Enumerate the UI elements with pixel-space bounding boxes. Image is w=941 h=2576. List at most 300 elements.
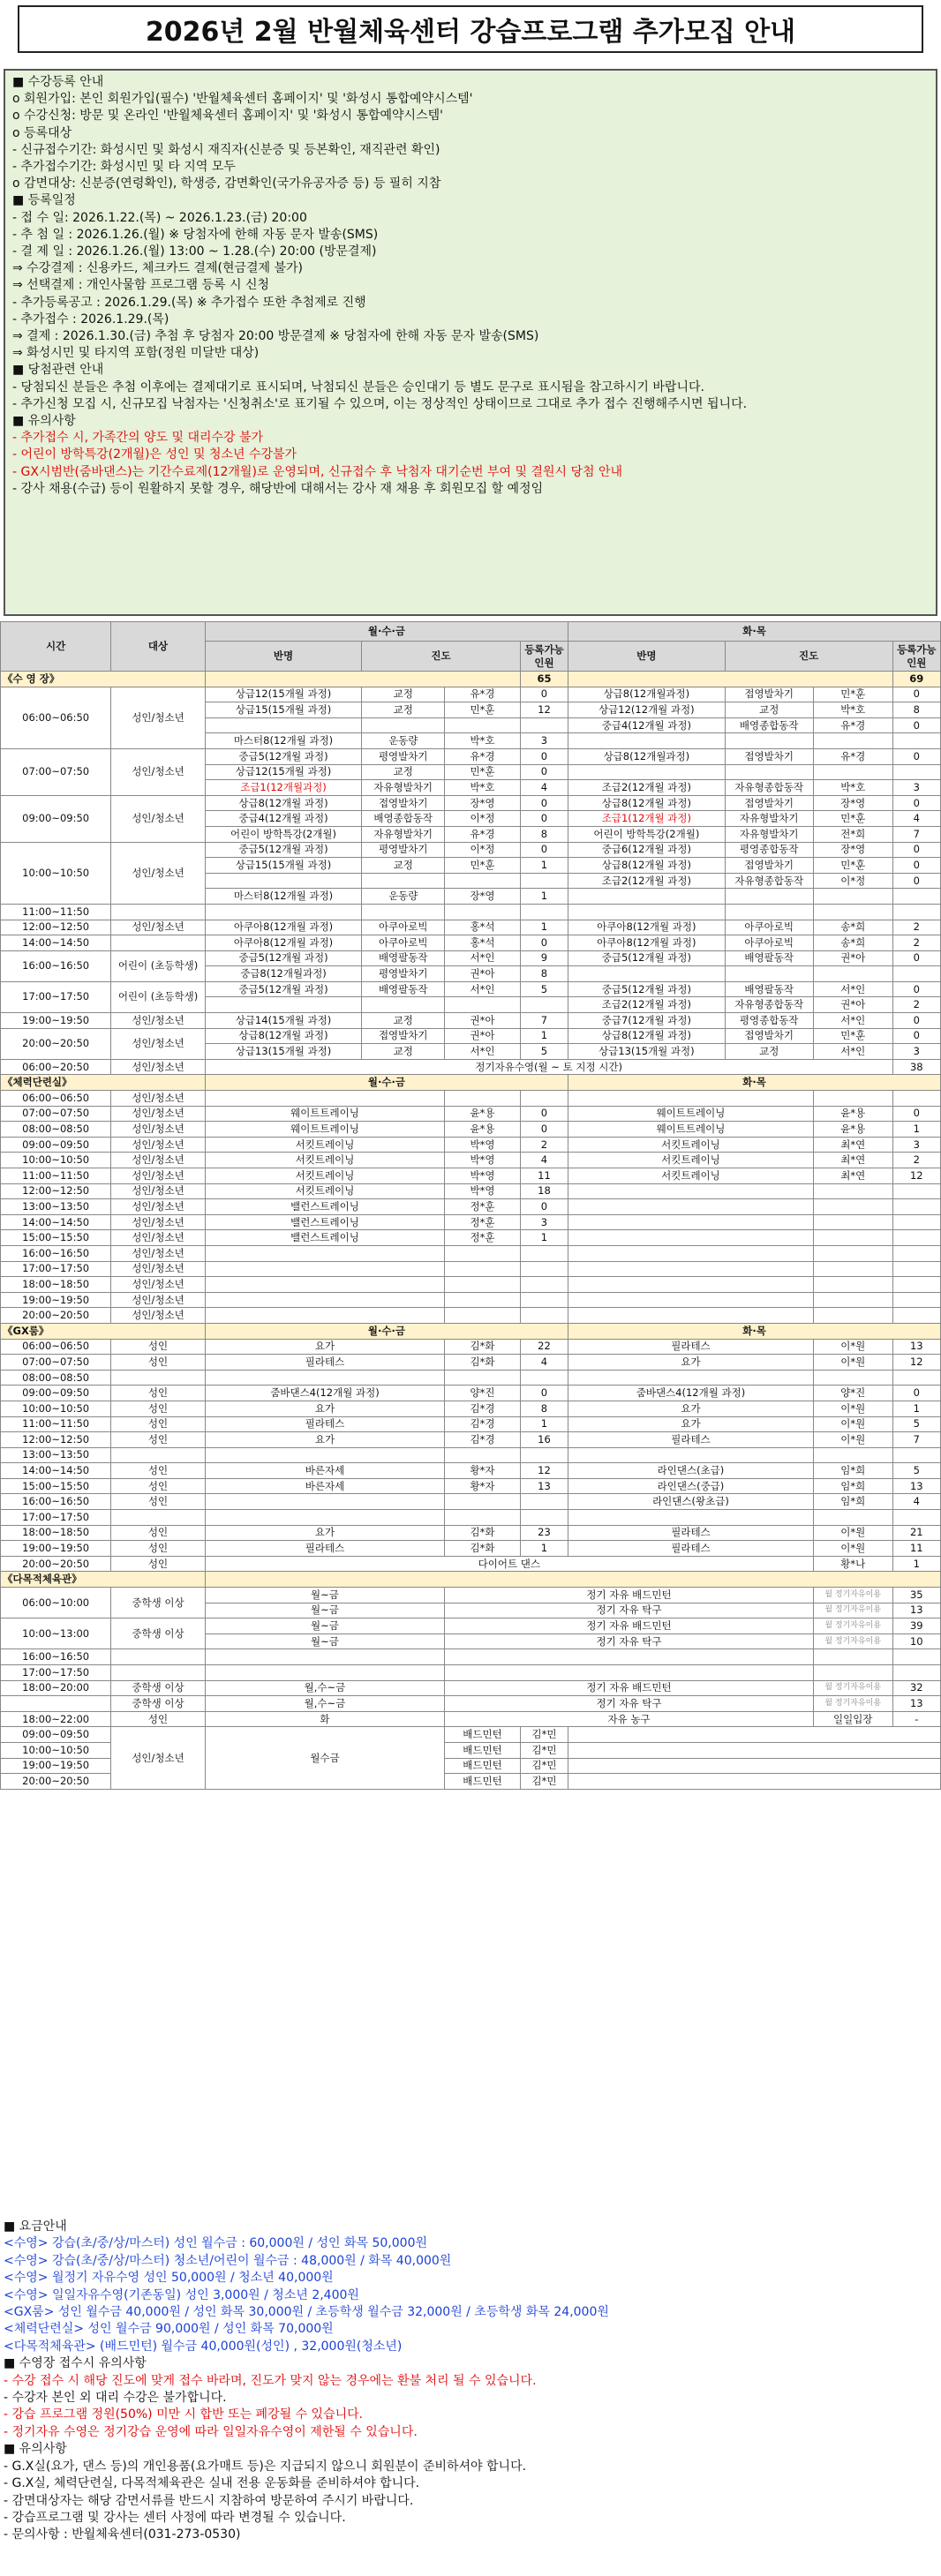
teacher-cell: 김*민 [520, 1742, 568, 1758]
avail-cell: 2 [892, 997, 940, 1013]
class-cell: 웨이트트레이닝 [205, 1122, 444, 1138]
class-cell: 상급8(12개월 과정) [568, 858, 725, 874]
class-cell: 아쿠아8(12개월 과정) [568, 920, 725, 935]
class-cell: 중급5(12개월 과정) [205, 748, 361, 764]
teacher-cell: 황*나 [813, 1556, 892, 1572]
notice-line: - 접 수 일: 2026.1.22.(목) ~ 2026.1.23.(금) 20:00 [12, 210, 307, 225]
teacher-cell: 임*희 [813, 1478, 892, 1494]
fees-line: - G.X실, 체력단련실, 다목적체육관은 실내 전용 운동화를 준비하셔야 합니다. [4, 2476, 420, 2491]
level-cell: 배영팔동작 [725, 981, 813, 997]
teacher-cell: 김*화 [445, 1541, 521, 1557]
teacher-cell [813, 1245, 892, 1261]
teacher-cell: 임*희 [813, 1494, 892, 1510]
teacher-cell: 권*아 [445, 1028, 521, 1044]
avail-cell: 11 [520, 1168, 568, 1184]
teacher-cell: 민*훈 [445, 764, 521, 780]
level-cell: 교정 [362, 858, 445, 874]
target-cell: 성인 [111, 1463, 205, 1479]
class-cell [568, 1230, 814, 1246]
class-cell: 요가 [205, 1401, 444, 1416]
note-cell: 월 정기자유이용 [813, 1633, 892, 1649]
teacher-cell: 송*희 [813, 935, 892, 951]
level-cell: 아쿠아로빅 [362, 935, 445, 951]
class-cell: 배드민턴 [445, 1774, 521, 1790]
time-cell: 07:00~07:50 [1, 1355, 111, 1371]
avail-cell [892, 1292, 940, 1308]
teacher-cell: 박*호 [445, 780, 521, 796]
teacher-cell: 김*경 [445, 1432, 521, 1448]
target-cell: 성인/청소년 [111, 748, 205, 795]
time-cell: 10:00~10:50 [1, 1401, 111, 1416]
avail-cell [520, 904, 568, 920]
teacher-cell: 박*호 [813, 780, 892, 796]
swim-total-b: 69 [892, 672, 940, 687]
time-cell: 17:00~17:50 [1, 1510, 111, 1526]
target-cell: 성인/청소년 [111, 1153, 205, 1168]
teacher-cell: 민*훈 [813, 811, 892, 827]
header-col: 진도 [725, 642, 892, 672]
class-cell: 상급15(15개월 과정) [205, 858, 361, 874]
avail-cell [892, 889, 940, 905]
table-row [1, 1649, 941, 1665]
class-cell: 서킷트레이닝 [205, 1183, 444, 1199]
table-row [1, 687, 941, 702]
target-cell: 중학생 이상 [111, 1618, 205, 1649]
level-cell: 평영발차기 [362, 748, 445, 764]
level-cell: 자유형종합동작 [725, 780, 813, 796]
avail-cell: 0 [520, 1106, 568, 1122]
swim-total-a: 65 [520, 672, 568, 687]
note-cell [813, 1649, 892, 1665]
class-cell: 중급8(12개월과정) [205, 966, 361, 982]
header-time: 시간 [1, 622, 111, 672]
avail-cell: 1 [892, 1556, 940, 1572]
target-cell: 중학생 이상 [111, 1696, 205, 1712]
avail-cell [892, 1091, 940, 1107]
class-cell: 상급8(12개월 과정) [205, 1028, 361, 1044]
class-cell: 요가 [205, 1432, 444, 1448]
avail-cell [892, 733, 940, 749]
notice-line: ■ 당첨관련 안내 [12, 363, 104, 378]
fees-line: <수영> 일일자유수영(기존동일) 성인 3,000원 / 청소년 2,400원 [4, 2287, 359, 2302]
teacher-cell: 유*경 [813, 717, 892, 733]
teacher-cell: 윤*용 [445, 1106, 521, 1122]
teacher-cell: 최*연 [813, 1153, 892, 1168]
notice-line: ⇒ 화성시민 및 타지역 포함(정원 미달반 대상) [12, 346, 260, 361]
table-row [1, 1727, 941, 1743]
table-row [1, 748, 941, 764]
day-cell: 월,수~금 [205, 1680, 444, 1696]
table-row [1, 1680, 941, 1696]
teacher-cell [813, 1091, 892, 1107]
notice-line: - 추가등록공고 : 2026.1.29.(목) ※ 추가접수 또한 추첨제로 진행 [12, 295, 366, 310]
notice-line: ■ 유의사항 [12, 414, 76, 429]
teacher-cell [813, 1308, 892, 1324]
time-cell: 11:00~11:50 [1, 1168, 111, 1184]
teacher-cell: 서*인 [813, 981, 892, 997]
table-row [1, 1478, 941, 1494]
level-cell: 자유형종합동작 [725, 997, 813, 1013]
avail-cell: 13 [892, 1696, 940, 1712]
fees-line: ■ 요금안내 [4, 2219, 67, 2234]
table-row [1, 1711, 941, 1727]
fees-line: <다목적체육관> (배드민턴) 월수금 40,000원(성인) , 32,000원(청소년) [4, 2339, 403, 2354]
class-cell: 상급15(15개월 과정) [205, 702, 361, 718]
teacher-cell [813, 1261, 892, 1277]
target-cell: 성인 [111, 1432, 205, 1448]
target-cell: 성인/청소년 [111, 1168, 205, 1184]
header-col: 반명 [568, 642, 725, 672]
target-cell: 성인/청소년 [111, 1727, 205, 1789]
class-cell: 필라테스 [568, 1339, 814, 1355]
avail-cell: 2 [892, 935, 940, 951]
class-cell [568, 904, 725, 920]
avail-cell [892, 1649, 940, 1665]
table-cell [205, 1572, 940, 1588]
avail-cell: 11 [892, 1541, 940, 1557]
avail-cell: 12 [892, 1168, 940, 1184]
teacher-cell: 이*원 [813, 1339, 892, 1355]
teacher-cell: 민*훈 [813, 687, 892, 702]
time-cell: 14:00~14:50 [1, 935, 111, 951]
program-cell: 정기 자유 배드민턴 [445, 1680, 814, 1696]
level-cell: 평영발차기 [362, 966, 445, 982]
target-cell: 성인/청소년 [111, 1059, 205, 1075]
avail-cell [892, 1510, 940, 1526]
avail-cell [520, 717, 568, 733]
avail-cell: 0 [520, 1122, 568, 1138]
avail-cell: 8 [520, 1401, 568, 1416]
table-row [1, 1230, 941, 1246]
day-cell: 월수금 [205, 1727, 444, 1789]
time-cell: 09:00~09:50 [1, 1386, 111, 1401]
teacher-cell: 전*희 [813, 826, 892, 842]
avail-cell: 18 [520, 1183, 568, 1199]
teacher-cell: 최*연 [813, 1168, 892, 1184]
note-cell: 월 정기자유이용 [813, 1696, 892, 1712]
level-cell: 자유형발차기 [725, 811, 813, 827]
class-cell [568, 1214, 814, 1230]
teacher-cell: 정*훈 [445, 1199, 521, 1215]
table-row [1, 1386, 941, 1401]
avail-cell [892, 1665, 940, 1681]
avail-cell: 5 [892, 1463, 940, 1479]
class-cell: 배드민턴 [445, 1758, 521, 1774]
class-cell: 라인댄스(중급) [568, 1478, 814, 1494]
target-cell: 성인 [111, 1541, 205, 1557]
target-cell: 성인 [111, 1556, 205, 1572]
time-cell: 09:00~09:50 [1, 1137, 111, 1153]
avail-cell: 1 [520, 1416, 568, 1432]
class-cell: 라인댄스(왕초급) [568, 1494, 814, 1510]
target-cell: 중학생 이상 [111, 1588, 205, 1618]
avail-cell: 0 [892, 687, 940, 702]
class-cell: 중급5(12개월 과정) [205, 950, 361, 966]
class-cell: 상급8(12개월과정) [568, 748, 725, 764]
notice-line: - 추 첨 일 : 2026.1.26.(월) ※ 당첨자에 한해 자동 문자 발송(SMS) [12, 227, 379, 242]
avail-cell: 3 [892, 1044, 940, 1060]
time-cell: 19:00~19:50 [1, 1292, 111, 1308]
avail-cell: 7 [892, 1432, 940, 1448]
teacher-cell [445, 1308, 521, 1324]
avail-cell: 32 [892, 1680, 940, 1696]
notice-line: - 당첨되신 분들은 추첨 이후에는 결제대기로 표시되며, 낙첨되신 분들은 승인대기 등 별도 문구로 표시됨을 참고하시기 바랍니다. [12, 379, 704, 394]
time-cell: 11:00~11:50 [1, 1416, 111, 1432]
teacher-cell [445, 1091, 521, 1107]
class-cell: 바른자세 [205, 1463, 444, 1479]
teacher-cell: 김*경 [445, 1401, 521, 1416]
table-row [1, 1075, 941, 1091]
level-cell: 접영발차기 [725, 748, 813, 764]
avail-cell: 0 [520, 842, 568, 858]
class-cell [568, 1510, 814, 1526]
class-cell [205, 873, 361, 889]
table-row [1, 981, 941, 997]
time-cell: 15:00~15:50 [1, 1478, 111, 1494]
section-group-b: 화·목 [568, 1075, 941, 1091]
avail-cell: 0 [892, 950, 940, 966]
day-cell: 화 [205, 1711, 444, 1727]
target-cell: 성인/청소년 [111, 1183, 205, 1199]
notice-line: - 추가신청 모집 시, 신규모집 낙첨자는 '신청취소'로 표기될 수 있으며, 이는 정상적인 상태이므로 그대로 추가 접수 진행해주시면 됩니다. [12, 396, 748, 411]
time-cell: 18:00~18:50 [1, 1277, 111, 1293]
class-cell: 배드민턴 [445, 1727, 521, 1743]
avail-cell: 13 [892, 1603, 940, 1618]
time-cell: 16:00~16:50 [1, 1649, 111, 1665]
level-cell: 아쿠아로빅 [362, 920, 445, 935]
time-cell: 09:00~09:50 [1, 1727, 111, 1743]
table-row [1, 1696, 941, 1712]
avail-cell [892, 1261, 940, 1277]
time-cell: 16:00~16:50 [1, 1245, 111, 1261]
teacher-cell [813, 1277, 892, 1293]
avail-cell [892, 1245, 940, 1261]
level-cell: 자유형발차기 [362, 780, 445, 796]
level-cell [725, 889, 813, 905]
avail-cell: 0 [892, 748, 940, 764]
teacher-cell [445, 1245, 521, 1261]
class-cell: 중급4(12개월 과정) [568, 717, 725, 733]
class-cell: 요가 [205, 1525, 444, 1541]
table-row [1, 1416, 941, 1432]
program-cell [445, 1649, 814, 1665]
teacher-cell [445, 1510, 521, 1526]
avail-cell: 5 [520, 981, 568, 997]
target-cell [111, 1510, 205, 1526]
avail-cell: 8 [892, 702, 940, 718]
notice-line: ■ 수강등록 안내 [12, 75, 104, 89]
program-cell: 정기 자유 탁구 [445, 1603, 814, 1618]
teacher-cell [445, 997, 521, 1013]
target-cell: 성인 [111, 1355, 205, 1371]
avail-cell: 8 [520, 826, 568, 842]
teacher-cell: 유*경 [445, 748, 521, 764]
time-cell: 07:00~07:50 [1, 1106, 111, 1122]
avail-cell [892, 764, 940, 780]
class-cell: 상급13(15개월 과정) [568, 1044, 725, 1060]
avail-cell: 10 [892, 1633, 940, 1649]
level-cell: 접영발차기 [362, 795, 445, 811]
avail-cell: 4 [892, 1494, 940, 1510]
target-cell: 성인/청소년 [111, 842, 205, 904]
class-cell [568, 1370, 814, 1386]
class-cell: 상급8(12개월 과정) [568, 795, 725, 811]
class-cell [568, 1447, 814, 1463]
teacher-cell: 권*아 [813, 997, 892, 1013]
teacher-cell: 임*희 [813, 1463, 892, 1479]
time-cell: 16:00~16:50 [1, 1494, 111, 1510]
level-cell [725, 966, 813, 982]
teacher-cell [813, 1292, 892, 1308]
target-cell: 성인 [111, 1401, 205, 1416]
level-cell: 교정 [725, 1044, 813, 1060]
time-cell: 18:00~20:00 [1, 1680, 111, 1696]
avail-cell: 0 [520, 748, 568, 764]
page-title: 2026년 2월 반월체육센터 강습프로그램 추가모집 안내 [18, 5, 923, 53]
class-cell: 어린이 방학특강(2개월) [205, 826, 361, 842]
level-cell [725, 904, 813, 920]
time-cell: 20:00~20:50 [1, 1308, 111, 1324]
avail-cell: 5 [892, 1416, 940, 1432]
class-cell: 아쿠아8(12개월 과정) [568, 935, 725, 951]
class-cell: 밸런스트레이닝 [205, 1230, 444, 1246]
table-row [1, 1572, 941, 1588]
class-cell [568, 966, 725, 982]
time-cell: 13:00~13:50 [1, 1447, 111, 1463]
avail-cell: 12 [520, 1463, 568, 1479]
table-row [1, 1510, 941, 1526]
table-cell [568, 1742, 941, 1758]
time-cell: 16:00~16:50 [1, 950, 111, 981]
target-cell: 성인/청소년 [111, 1137, 205, 1153]
table-row [1, 672, 941, 687]
target-cell: 어린이 (초등학생) [111, 950, 205, 981]
teacher-cell: 이*정 [813, 873, 892, 889]
class-cell [568, 764, 725, 780]
teacher-cell: 이*원 [813, 1525, 892, 1541]
fees-line: ■ 유의사항 [4, 2442, 67, 2457]
header-target: 대상 [111, 622, 205, 672]
class-cell: 밸런스트레이닝 [205, 1199, 444, 1215]
notice-line: ⇒ 수강결제 : 신용카드, 체크카드 결제(현금결제 불가) [12, 261, 304, 276]
notice-line: - 강사 채용(수급) 등이 원활하지 못할 경우, 해당반에 대해서는 강사 재 채용 후 회원모집 할 예정임 [12, 481, 544, 496]
time-cell: 20:00~20:50 [1, 1028, 111, 1059]
class-cell: 중급6(12개월 과정) [568, 842, 725, 858]
table-row [1, 1214, 941, 1230]
program-cell: 자유 농구 [445, 1711, 814, 1727]
table-row [1, 1137, 941, 1153]
note-cell: 월 정기자유이용 [813, 1588, 892, 1603]
teacher-cell: 황*자 [445, 1478, 521, 1494]
teacher-cell [813, 764, 892, 780]
class-cell: 필라테스 [205, 1541, 444, 1557]
avail-cell: 0 [520, 935, 568, 951]
target-cell: 성인 [111, 1416, 205, 1432]
time-cell: 17:00~17:50 [1, 981, 111, 1012]
avail-cell: 3 [892, 780, 940, 796]
table-row [1, 1183, 941, 1199]
teacher-cell [813, 966, 892, 982]
notice-line: - 추가접수 시, 가족간의 양도 및 대리수강 불가 [12, 431, 264, 446]
teacher-cell: 권*아 [445, 966, 521, 982]
class-cell: 상급14(15개월 과정) [205, 1013, 361, 1029]
teacher-cell: 유*경 [813, 748, 892, 764]
avail-cell [520, 873, 568, 889]
class-cell: 밸런스트레이닝 [205, 1214, 444, 1230]
avail-cell: 0 [892, 1028, 940, 1044]
level-cell [725, 764, 813, 780]
avail-cell [520, 1277, 568, 1293]
fees-line: - 수강 접수 시 해당 진도에 맞게 접수 바라며, 진도가 맞지 않는 경우에는 환불 처리 될 수 있습니다. [4, 2373, 537, 2388]
avail-cell: 1 [520, 1541, 568, 1557]
avail-cell [520, 1510, 568, 1526]
level-cell: 교정 [725, 702, 813, 718]
avail-cell: 35 [892, 1588, 940, 1603]
avail-cell: 5 [520, 1044, 568, 1060]
avail-cell: 13 [520, 1478, 568, 1494]
class-cell: 조급1(12개월 과정) [568, 811, 725, 827]
note-cell [813, 1665, 892, 1681]
level-cell: 자유형발차기 [362, 826, 445, 842]
level-cell: 교정 [362, 1013, 445, 1029]
avail-cell [892, 1370, 940, 1386]
class-cell: 서킷트레이닝 [205, 1168, 444, 1184]
avail-cell: 0 [520, 795, 568, 811]
table-row [1, 1323, 941, 1339]
teacher-cell: 김*민 [520, 1758, 568, 1774]
notice-line: - 어린이 방학특강(2개월)은 성인 및 청소년 수강불가 [12, 447, 297, 462]
time-cell: 14:00~14:50 [1, 1463, 111, 1479]
table-cell [205, 672, 520, 687]
table-row [1, 1401, 941, 1416]
class-cell [568, 1199, 814, 1215]
time-cell: 06:00~06:50 [1, 1091, 111, 1107]
class-cell [205, 717, 361, 733]
level-cell: 접영발차기 [725, 687, 813, 702]
teacher-cell: 정*훈 [445, 1214, 521, 1230]
table-row [1, 904, 941, 920]
teacher-cell: 서*인 [445, 1044, 521, 1060]
avail-cell: 3 [520, 1214, 568, 1230]
class-cell: 필라테스 [205, 1355, 444, 1371]
teacher-cell: 김*경 [445, 1416, 521, 1432]
table-row [1, 1665, 941, 1681]
teacher-cell: 송*희 [813, 920, 892, 935]
avail-cell [520, 1261, 568, 1277]
avail-cell: 1 [892, 1122, 940, 1138]
notice-line: - 결 제 일 : 2026.1.26.(월) 13:00 ~ 1.28.(수) 20:00 (방문결제) [12, 244, 377, 259]
table-row [1, 1541, 941, 1557]
target-cell: 성인/청소년 [111, 1277, 205, 1293]
teacher-cell: 이*원 [813, 1401, 892, 1416]
notice-line: ⇒ 선택결제 : 개인사물함 프로그램 등록 시 신청 [12, 278, 270, 293]
avail-cell: 3 [520, 733, 568, 749]
class-cell: 요가 [568, 1355, 814, 1371]
program-cell: 정기 자유 배드민턴 [445, 1588, 814, 1603]
avail-cell: 3 [892, 1137, 940, 1153]
time-cell: 06:00~20:50 [1, 1059, 111, 1075]
target-cell [111, 904, 205, 920]
fees-line: - 감면대상자는 해당 감면서류를 반드시 지참하여 방문하여 주시기 바랍니다. [4, 2493, 414, 2508]
fees-line: - 정기자유 수영은 정기강습 운영에 따라 일일자유수영이 제한될 수 있습니다. [4, 2424, 418, 2439]
note-cell: 월 정기자유이용 [813, 1618, 892, 1634]
avail-cell: 39 [892, 1618, 940, 1634]
teacher-cell: 유*경 [445, 687, 521, 702]
note-cell: 월 정기자유이용 [813, 1680, 892, 1696]
section-group-b: 화·목 [568, 1323, 941, 1339]
level-cell: 교정 [362, 702, 445, 718]
target-cell: 성인/청소년 [111, 1245, 205, 1261]
